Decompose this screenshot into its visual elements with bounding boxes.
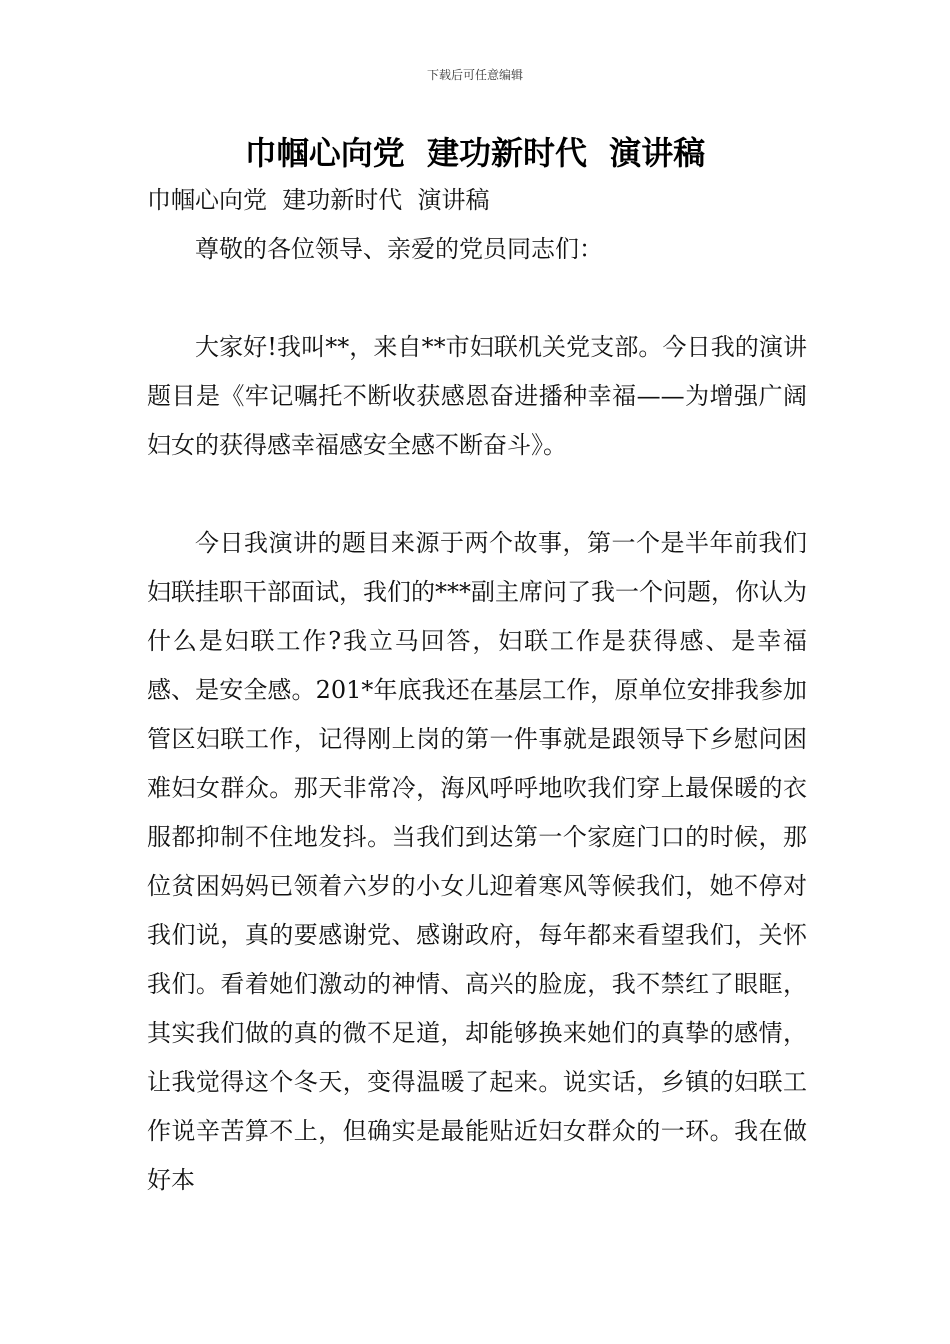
document-subtitle: 巾帼心向党 建功新时代 演讲稿 [147, 186, 490, 214]
document-body [147, 176, 807, 1205]
document-title: 巾帼心向党 建功新时代 演讲稿 [244, 134, 706, 172]
paragraph-intro: 大家好!我叫**，来自**市妇联机关党支部。今日我的演讲题目是《牢记嘱托不断收获感恩奋进播种幸福——为增强广阔妇女的获得感幸福感安全感不断奋斗》。 [147, 333, 807, 459]
salutation: 尊敬的各位领导、亲爱的党员同志们： [195, 235, 603, 263]
paragraph-story: 今日我演讲的题目来源于两个故事，第一个是半年前我们妇联挂职干部面试，我们的***副主席问了我一个问题，你认为什么是妇联工作?我立马回答，妇联工作是获得感、是幸福感、是安全感。201*年底我还在基层工作，原单位安排我参加管区妇联工作，记得刚上岗的第一件事就是跟领导下乡慰问困难妇女群众。那天非常冷，海风呼呼地吹我们穿上最保暖的衣服都抑制不住地发抖。当我们到达第一个家庭门口的时候，那位贫困妈妈已领着六岁的小女儿迎着寒风等候我们，她不停对我们说，真的要感谢党、感谢政府，每年都来看望我们，关怀我们。看着她们激动的神情、高兴的脸庞，我不禁红了眼眶，其实我们做的真的微不足道，却能够换来她们的真挚的感情，让我觉得这个冬天，变得温暖了起来。说实话，乡镇的妇联工作说辛苦算不上，但确实是最能贴近妇女群众的一环。我在做好本 [147, 529, 807, 1194]
header-note: 下载后可任意编辑 [426, 68, 523, 82]
